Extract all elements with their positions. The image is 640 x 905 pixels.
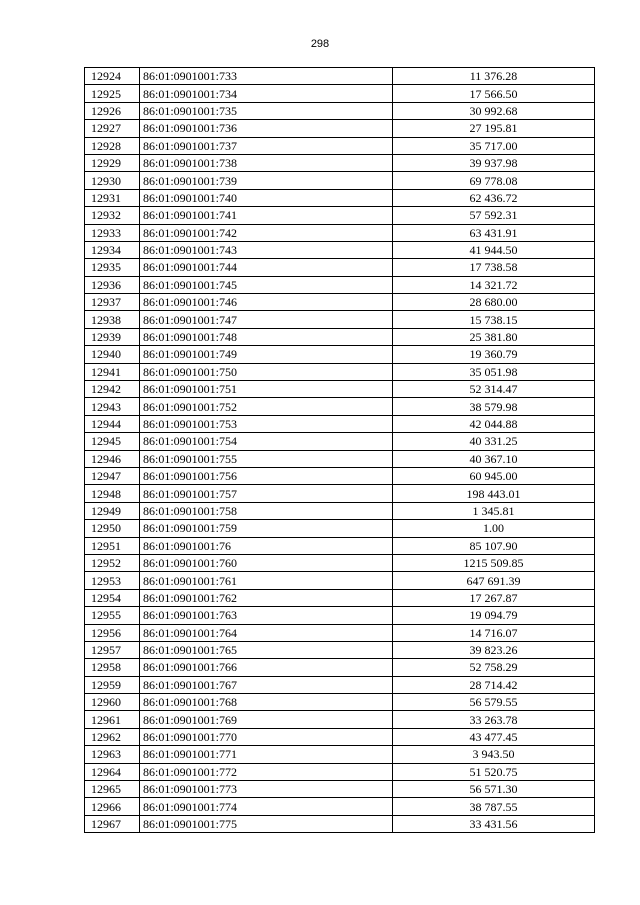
- cadastral-number: 86:01:0901001:775: [140, 815, 393, 832]
- cadastral-value: 56 579.55: [393, 694, 595, 711]
- cadastral-number: 86:01:0901001:746: [140, 294, 393, 311]
- cadastral-value: 52 758.29: [393, 659, 595, 676]
- table-body: [85, 68, 595, 833]
- row-number: 12948: [85, 485, 140, 502]
- table-row: [85, 502, 595, 519]
- row-number: 12956: [85, 624, 140, 641]
- row-number: 12936: [85, 276, 140, 293]
- cadastral-value: 52 314.47: [393, 381, 595, 398]
- cadastral-value: 85 107.90: [393, 537, 595, 554]
- cadastral-number: 86:01:0901001:751: [140, 381, 393, 398]
- cadastral-value: 14 716.07: [393, 624, 595, 641]
- cadastral-value: 1.00: [393, 520, 595, 537]
- cadastral-number: 86:01:0901001:745: [140, 276, 393, 293]
- table-row: [85, 798, 595, 815]
- table-row: [85, 85, 595, 102]
- row-number: 12940: [85, 346, 140, 363]
- cadastral-number: 86:01:0901001:773: [140, 781, 393, 798]
- cadastral-value: 60 945.00: [393, 467, 595, 484]
- cadastral-value: 1 345.81: [393, 502, 595, 519]
- row-number: 12947: [85, 467, 140, 484]
- cadastral-number: 86:01:0901001:738: [140, 154, 393, 171]
- cadastral-number: 86:01:0901001:755: [140, 450, 393, 467]
- cadastral-value: 19 094.79: [393, 607, 595, 624]
- table-row: [85, 172, 595, 189]
- cadastral-number: 86:01:0901001:760: [140, 554, 393, 571]
- table-row: [85, 259, 595, 276]
- row-number: 12934: [85, 241, 140, 258]
- cadastral-number: 86:01:0901001:752: [140, 398, 393, 415]
- table-row: [85, 294, 595, 311]
- cadastral-value: 28 714.42: [393, 676, 595, 693]
- cadastral-value: 63 431.91: [393, 224, 595, 241]
- cadastral-value: 647 691.39: [393, 572, 595, 589]
- table-row: [85, 537, 595, 554]
- cadastral-value: 38 579.98: [393, 398, 595, 415]
- cadastral-number: 86:01:0901001:767: [140, 676, 393, 693]
- row-number: 12964: [85, 763, 140, 780]
- row-number: 12959: [85, 676, 140, 693]
- cadastral-number: 86:01:0901001:771: [140, 746, 393, 763]
- row-number: 12933: [85, 224, 140, 241]
- cadastral-number: 86:01:0901001:747: [140, 311, 393, 328]
- cadastral-value: 1215 509.85: [393, 554, 595, 571]
- cadastral-number: 86:01:0901001:750: [140, 363, 393, 380]
- cadastral-number: 86:01:0901001:774: [140, 798, 393, 815]
- table-row: [85, 485, 595, 502]
- cadastral-number: 86:01:0901001:737: [140, 137, 393, 154]
- cadastral-number: 86:01:0901001:734: [140, 85, 393, 102]
- row-number: 12953: [85, 572, 140, 589]
- cadastral-number: 86:01:0901001:759: [140, 520, 393, 537]
- table-row: [85, 276, 595, 293]
- cadastral-number: 86:01:0901001:743: [140, 241, 393, 258]
- row-number: 12951: [85, 537, 140, 554]
- row-number: 12944: [85, 415, 140, 432]
- table-row: [85, 711, 595, 728]
- cadastral-value: 27 195.81: [393, 120, 595, 137]
- cadastral-number: 86:01:0901001:749: [140, 346, 393, 363]
- row-number: 12961: [85, 711, 140, 728]
- table-row: [85, 659, 595, 676]
- cadastral-number: 86:01:0901001:754: [140, 433, 393, 450]
- row-number: 12932: [85, 207, 140, 224]
- cadastral-value: 15 738.15: [393, 311, 595, 328]
- table-row: [85, 763, 595, 780]
- cadastral-number: 86:01:0901001:765: [140, 641, 393, 658]
- cadastral-value: 11 376.28: [393, 68, 595, 85]
- cadastral-value: 30 992.68: [393, 102, 595, 119]
- cadastral-value: 38 787.55: [393, 798, 595, 815]
- table-row: [85, 137, 595, 154]
- row-number: 12949: [85, 502, 140, 519]
- row-number: 12945: [85, 433, 140, 450]
- cadastral-number: 86:01:0901001:768: [140, 694, 393, 711]
- row-number: 12967: [85, 815, 140, 832]
- cadastral-number: 86:01:0901001:753: [140, 415, 393, 432]
- cadastral-value: 56 571.30: [393, 781, 595, 798]
- row-number: 12955: [85, 607, 140, 624]
- row-number: 12924: [85, 68, 140, 85]
- cadastral-number: 86:01:0901001:770: [140, 728, 393, 745]
- row-number: 12942: [85, 381, 140, 398]
- row-number: 12927: [85, 120, 140, 137]
- cadastral-value: 57 592.31: [393, 207, 595, 224]
- cadastral-number: 86:01:0901001:763: [140, 607, 393, 624]
- table-row: [85, 415, 595, 432]
- cadastral-number: 86:01:0901001:748: [140, 328, 393, 345]
- row-number: 12946: [85, 450, 140, 467]
- cadastral-value: 41 944.50: [393, 241, 595, 258]
- table-row: [85, 520, 595, 537]
- table-row: [85, 676, 595, 693]
- cadastral-value: 40 331.25: [393, 433, 595, 450]
- cadastral-number: 86:01:0901001:741: [140, 207, 393, 224]
- row-number: 12963: [85, 746, 140, 763]
- table-row: [85, 694, 595, 711]
- cadastral-value: 17 267.87: [393, 589, 595, 606]
- row-number: 12931: [85, 189, 140, 206]
- cadastral-value: 35 051.98: [393, 363, 595, 380]
- table-row: [85, 467, 595, 484]
- table-row: [85, 241, 595, 258]
- row-number: 12935: [85, 259, 140, 276]
- row-number: 12925: [85, 85, 140, 102]
- row-number: 12929: [85, 154, 140, 171]
- table-row: [85, 224, 595, 241]
- row-number: 12939: [85, 328, 140, 345]
- cadastral-number: 86:01:0901001:756: [140, 467, 393, 484]
- cadastral-number: 86:01:0901001:757: [140, 485, 393, 502]
- table-row: [85, 728, 595, 745]
- row-number: 12930: [85, 172, 140, 189]
- cadastral-number: 86:01:0901001:740: [140, 189, 393, 206]
- cadastral-value: 62 436.72: [393, 189, 595, 206]
- row-number: 12952: [85, 554, 140, 571]
- cadastral-number: 86:01:0901001:772: [140, 763, 393, 780]
- table-row: [85, 189, 595, 206]
- cadastral-value: 28 680.00: [393, 294, 595, 311]
- table-row: [85, 328, 595, 345]
- cadastral-value-table: [84, 67, 595, 833]
- cadastral-value: 17 566.50: [393, 85, 595, 102]
- row-number: 12937: [85, 294, 140, 311]
- row-number: 12954: [85, 589, 140, 606]
- row-number: 12958: [85, 659, 140, 676]
- row-number: 12950: [85, 520, 140, 537]
- table-row: [85, 781, 595, 798]
- cadastral-value: 42 044.88: [393, 415, 595, 432]
- table-row: [85, 589, 595, 606]
- page-number: 298: [310, 38, 330, 50]
- cadastral-value: 33 431.56: [393, 815, 595, 832]
- table-row: [85, 363, 595, 380]
- row-number: 12960: [85, 694, 140, 711]
- table-row: [85, 746, 595, 763]
- cadastral-number: 86:01:0901001:742: [140, 224, 393, 241]
- row-number: 12962: [85, 728, 140, 745]
- row-number: 12957: [85, 641, 140, 658]
- table-row: [85, 624, 595, 641]
- cadastral-number: 86:01:0901001:764: [140, 624, 393, 641]
- cadastral-number: 86:01:0901001:76: [140, 537, 393, 554]
- cadastral-number: 86:01:0901001:758: [140, 502, 393, 519]
- table-row: [85, 607, 595, 624]
- cadastral-value: 25 381.80: [393, 328, 595, 345]
- table-row: [85, 554, 595, 571]
- cadastral-value: 39 823.26: [393, 641, 595, 658]
- row-number: 12941: [85, 363, 140, 380]
- cadastral-number: 86:01:0901001:769: [140, 711, 393, 728]
- cadastral-number: 86:01:0901001:762: [140, 589, 393, 606]
- cadastral-value: 3 943.50: [393, 746, 595, 763]
- cadastral-value: 51 520.75: [393, 763, 595, 780]
- table-row: [85, 346, 595, 363]
- table-row: [85, 450, 595, 467]
- row-number: 12965: [85, 781, 140, 798]
- cadastral-value: 35 717.00: [393, 137, 595, 154]
- table-row: [85, 68, 595, 85]
- row-number: 12943: [85, 398, 140, 415]
- row-number: 12926: [85, 102, 140, 119]
- row-number: 12938: [85, 311, 140, 328]
- cadastral-number: 86:01:0901001:744: [140, 259, 393, 276]
- row-number: 12966: [85, 798, 140, 815]
- row-number: 12928: [85, 137, 140, 154]
- cadastral-number: 86:01:0901001:733: [140, 68, 393, 85]
- table-row: [85, 398, 595, 415]
- cadastral-value: 43 477.45: [393, 728, 595, 745]
- table-row: [85, 311, 595, 328]
- cadastral-number: 86:01:0901001:735: [140, 102, 393, 119]
- cadastral-value: 198 443.01: [393, 485, 595, 502]
- cadastral-value: 17 738.58: [393, 259, 595, 276]
- cadastral-value: 40 367.10: [393, 450, 595, 467]
- cadastral-value: 69 778.08: [393, 172, 595, 189]
- cadastral-number: 86:01:0901001:761: [140, 572, 393, 589]
- cadastral-value: 19 360.79: [393, 346, 595, 363]
- table-row: [85, 641, 595, 658]
- table-row: [85, 381, 595, 398]
- table-row: [85, 572, 595, 589]
- table-row: [85, 120, 595, 137]
- cadastral-value: 14 321.72: [393, 276, 595, 293]
- cadastral-value: 33 263.78: [393, 711, 595, 728]
- table-row: [85, 154, 595, 171]
- cadastral-value: 39 937.98: [393, 154, 595, 171]
- cadastral-number: 86:01:0901001:766: [140, 659, 393, 676]
- cadastral-number: 86:01:0901001:736: [140, 120, 393, 137]
- table-row: [85, 102, 595, 119]
- table-row: [85, 815, 595, 832]
- table-row: [85, 433, 595, 450]
- cadastral-number: 86:01:0901001:739: [140, 172, 393, 189]
- table-row: [85, 207, 595, 224]
